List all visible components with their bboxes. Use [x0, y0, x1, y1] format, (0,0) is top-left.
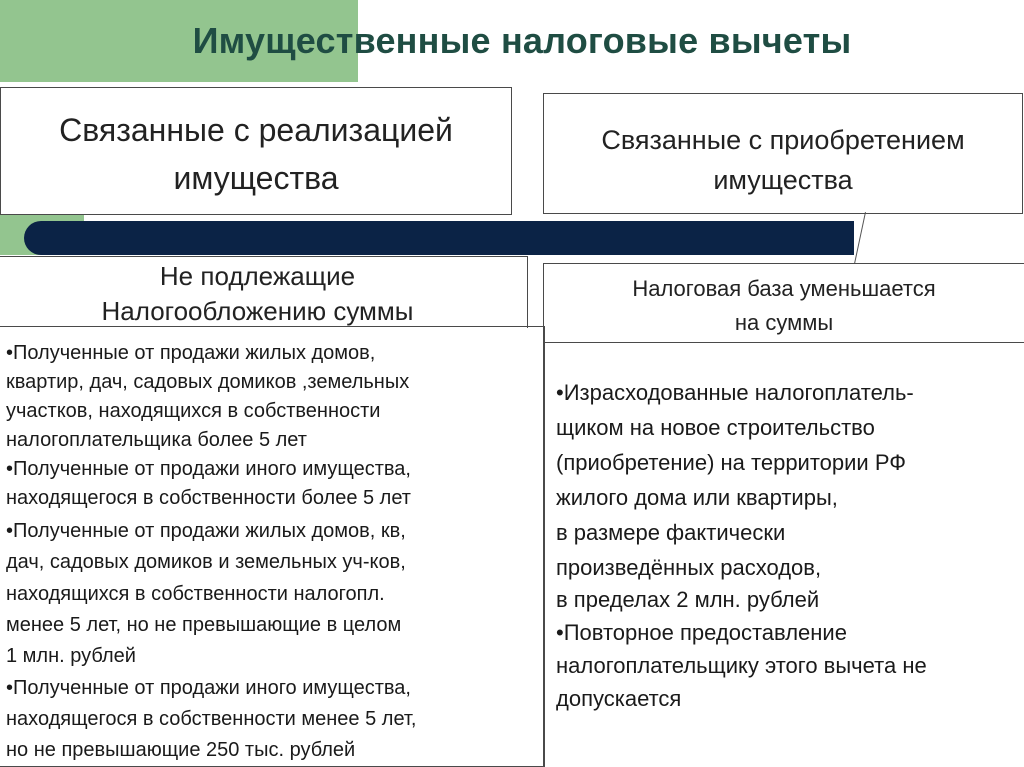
- subheader-box-base-reduced: [543, 263, 1024, 343]
- right-list-line: в размере фактически: [556, 520, 786, 545]
- right-list-box: [543, 343, 1024, 767]
- right-list-line: щиком на новое строительство: [556, 415, 875, 440]
- title-area: [0, 0, 1024, 82]
- left-list-line: находящегося в собственности более 5 лет: [6, 487, 411, 509]
- left-list-line: участков, находящихся в собственности: [6, 400, 381, 422]
- right-list-line: •Израсходованные налогоплатель-: [556, 380, 914, 405]
- subheader-box-not-taxed: [0, 256, 528, 328]
- page-title: Имущественные налоговые вычеты: [192, 20, 852, 61]
- header-sale-text: [1, 106, 511, 202]
- header-purchase-text: [544, 120, 1022, 200]
- subheader-base-reduced-text: [544, 272, 1024, 340]
- divider-bar: [24, 221, 854, 255]
- header-box-sale: [0, 87, 512, 215]
- left-list-line: налогоплательщика более 5 лет: [6, 429, 307, 451]
- left-list-line: •Полученные от продажи жилых домов, кв,: [6, 520, 406, 542]
- left-list-line: квартир, дач, садовых домиков ,земельных: [6, 371, 410, 393]
- divider-slant-line: [853, 212, 866, 267]
- left-list-line: •Полученные от продажи жилых домов,: [6, 342, 376, 364]
- left-list-line: но не превышающие 250 тыс. рублей: [6, 739, 356, 761]
- right-list-line: (приобретение) на территории РФ: [556, 450, 906, 475]
- right-list-line: допускается: [556, 686, 682, 711]
- header-sale-line1: Связанные с реализацией: [59, 112, 453, 148]
- right-list-line: произведённых расходов,: [556, 555, 822, 580]
- subheader-not-taxed-line2: Налогообложению суммы: [101, 296, 414, 326]
- subheader-not-taxed-line1: Не подлежащие: [159, 261, 356, 291]
- left-list-line: менее 5 лет, но не превышающие в целом: [6, 614, 402, 636]
- right-list-line: в пределах 2 млн. рублей: [556, 587, 820, 612]
- left-list-line: •Полученные от продажи иного имущества,: [6, 677, 411, 699]
- left-list-line: •Полученные от продажи иного имущества,: [6, 458, 411, 480]
- subheader-base-reduced-line1: Налоговая база уменьшается: [632, 276, 936, 301]
- right-list-line: •Повторное предоставление: [556, 620, 847, 645]
- left-list-line: 1 млн. рублей: [6, 645, 136, 667]
- subheader-base-reduced-line2: на суммы: [734, 310, 834, 335]
- left-list-box: [0, 326, 545, 767]
- header-box-purchase: [543, 93, 1023, 214]
- right-list-line: налогоплательщику этого вычета не: [556, 653, 927, 678]
- left-list-line: дач, садовых домиков и земельных уч-ков,: [6, 551, 406, 573]
- header-sale-line2: имущества: [173, 160, 339, 196]
- subheader-not-taxed-text: [0, 259, 515, 329]
- header-purchase-line1: Связанные с приобретением: [601, 125, 965, 155]
- left-list-line: находящегося в собственности менее 5 лет,: [6, 708, 417, 730]
- header-purchase-line2: имущества: [713, 165, 853, 195]
- left-list-line: находящихся в собственности налогопл.: [6, 583, 385, 605]
- divider-bar-area: [0, 216, 1024, 260]
- right-list-line: жилого дома или квартиры,: [556, 485, 838, 510]
